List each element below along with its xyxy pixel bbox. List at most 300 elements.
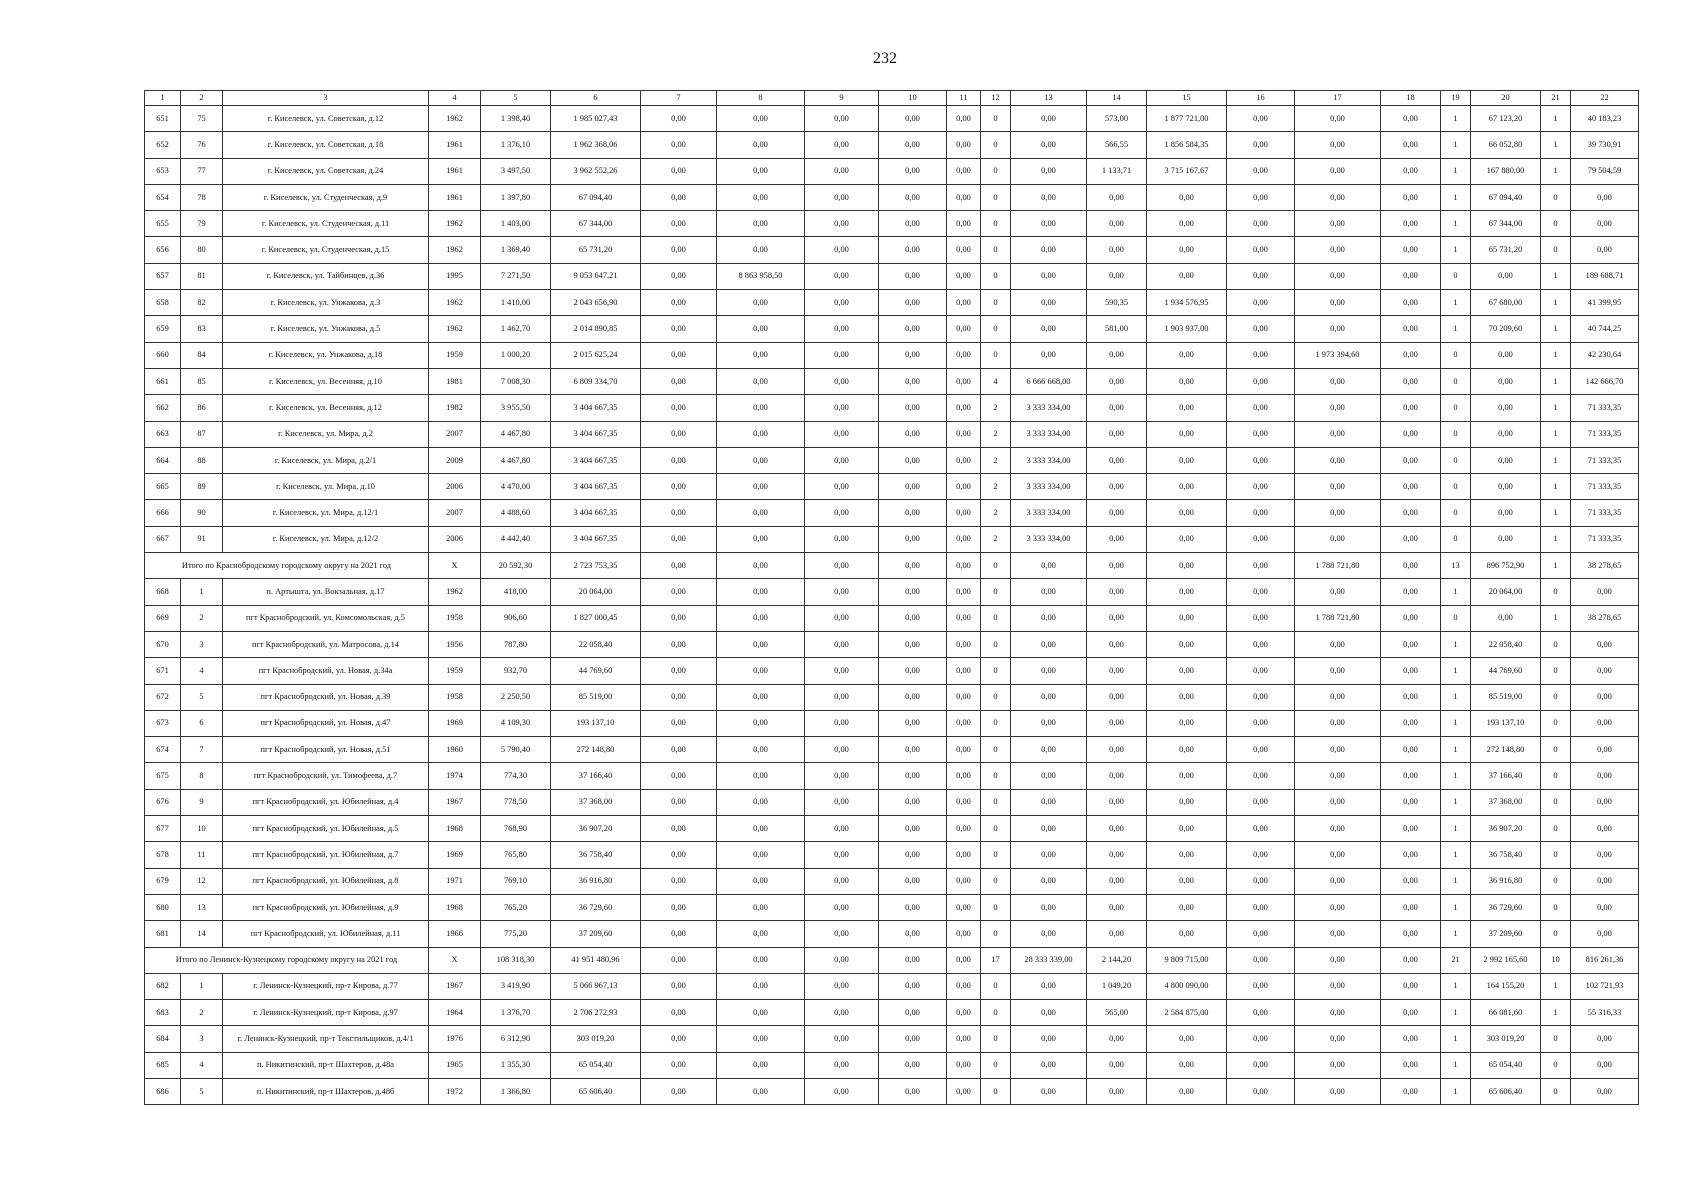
table-cell: 0,00 — [1147, 631, 1227, 657]
table-cell: 0 — [981, 737, 1011, 763]
table-cell: 0,00 — [717, 526, 805, 552]
table-cell: 40 183,23 — [1571, 106, 1639, 132]
table-cell: 0,00 — [1295, 447, 1381, 473]
address-cell: г. Киселевск, ул. Мира, д.12/2 — [223, 526, 429, 552]
table-cell: 0,00 — [1147, 237, 1227, 263]
table-cell: 683 — [145, 1000, 181, 1026]
table-row — [145, 631, 1639, 657]
table-cell: 0,00 — [717, 763, 805, 789]
table-cell: 0,00 — [1087, 447, 1147, 473]
column-header: 16 — [1227, 91, 1295, 106]
table-cell: 0,00 — [1295, 316, 1381, 342]
table-cell: 0,00 — [1295, 579, 1381, 605]
table-cell: 82 — [181, 290, 223, 316]
table-cell: 0,00 — [1087, 894, 1147, 920]
table-cell: 14 — [181, 921, 223, 947]
table-cell: 0,00 — [1381, 237, 1441, 263]
table-cell: 4 442,40 — [481, 526, 551, 552]
table-cell: 0,00 — [947, 894, 981, 920]
table-cell: 418,00 — [481, 579, 551, 605]
table-cell: 768,90 — [481, 816, 551, 842]
table-cell: 1 — [1441, 106, 1471, 132]
table-cell: 0,00 — [717, 1078, 805, 1104]
table-cell: 668 — [145, 579, 181, 605]
table-cell: 0,00 — [1295, 421, 1381, 447]
table-cell: 573,00 — [1087, 106, 1147, 132]
table-cell: 0,00 — [947, 290, 981, 316]
table-cell: 1 — [1441, 789, 1471, 815]
table-cell: 1 934 576,95 — [1147, 290, 1227, 316]
table-cell: 1 827 000,45 — [551, 605, 641, 631]
table-cell: 0,00 — [805, 316, 879, 342]
subtotal-label: Итого по Краснобродскому городскому округу на 2021 год — [145, 553, 429, 579]
table-row — [145, 973, 1639, 999]
table-cell: 0 — [981, 816, 1011, 842]
table-cell: 0,00 — [1147, 737, 1227, 763]
table-cell: 0,00 — [879, 342, 947, 368]
table-cell: 0 — [981, 106, 1011, 132]
table-cell: 71 333,35 — [1571, 526, 1639, 552]
table-cell: 37 209,60 — [1471, 921, 1541, 947]
table-cell: 0,00 — [1227, 553, 1295, 579]
table-cell: 0,00 — [1147, 658, 1227, 684]
table-cell: 0,00 — [1381, 106, 1441, 132]
table-cell: 0 — [1541, 1052, 1571, 1078]
address-cell: г. Киселевск, ул. Мира, д.2 — [223, 421, 429, 447]
table-cell: 0,00 — [1087, 605, 1147, 631]
table-cell: 0,00 — [1571, 816, 1639, 842]
table-cell: 0,00 — [805, 894, 879, 920]
table-cell: 0,00 — [947, 1052, 981, 1078]
table-cell: 0,00 — [1381, 395, 1441, 421]
table-cell: 0,00 — [947, 368, 981, 394]
table-cell: 0,00 — [1295, 684, 1381, 710]
table-cell: 0,00 — [879, 158, 947, 184]
table-cell: 0,00 — [1087, 631, 1147, 657]
table-cell: 37 368,00 — [1471, 789, 1541, 815]
table-cell: 0,00 — [1381, 1026, 1441, 1052]
table-cell: 1962 — [429, 290, 481, 316]
table-cell: 0,00 — [641, 631, 717, 657]
table-cell: 36 907,20 — [1471, 816, 1541, 842]
table-cell: 680 — [145, 894, 181, 920]
table-cell: 36 729,60 — [551, 894, 641, 920]
table-cell: 0,00 — [1227, 211, 1295, 237]
table-cell: 0,00 — [641, 316, 717, 342]
table-cell: 1 877 721,00 — [1147, 106, 1227, 132]
table-cell: 0,00 — [879, 710, 947, 736]
table-cell: 0,00 — [805, 184, 879, 210]
table-cell: 0,00 — [1295, 184, 1381, 210]
table-cell: 22 058,40 — [1471, 631, 1541, 657]
table-cell: 1 000,20 — [481, 342, 551, 368]
table-cell: 669 — [145, 605, 181, 631]
table-cell: 0,00 — [805, 631, 879, 657]
table-cell: 4 470,00 — [481, 474, 551, 500]
table-cell: 2006 — [429, 474, 481, 500]
table-cell: 0,00 — [1295, 290, 1381, 316]
table-cell: 0,00 — [1227, 316, 1295, 342]
table-cell: 0,00 — [1295, 710, 1381, 736]
column-header: 3 — [223, 91, 429, 106]
table-cell: 1 369,40 — [481, 237, 551, 263]
table-cell: 0,00 — [641, 1026, 717, 1052]
table-cell: 0 — [1541, 237, 1571, 263]
table-cell: 0,00 — [1295, 1000, 1381, 1026]
table-cell: 0,00 — [947, 842, 981, 868]
table-cell: 0,00 — [805, 395, 879, 421]
table-cell: 0,00 — [805, 579, 879, 605]
table-cell: 0,00 — [1147, 500, 1227, 526]
table-cell: 2007 — [429, 421, 481, 447]
table-cell: 658 — [145, 290, 181, 316]
table-cell: 36 729,60 — [1471, 894, 1541, 920]
address-cell: г. Ленинск-Кузнецкий, пр-т Кирова, д.77 — [223, 973, 429, 999]
address-cell: пгт Краснобродский, ул. Юбилейная, д.9 — [223, 894, 429, 920]
table-cell: 0,00 — [641, 526, 717, 552]
table-cell: 1 376,10 — [481, 132, 551, 158]
table-cell: 0 — [981, 1026, 1011, 1052]
table-cell: 0,00 — [1087, 579, 1147, 605]
table-cell: 9 053 647,21 — [551, 263, 641, 289]
table-cell: 0,00 — [1381, 605, 1441, 631]
table-cell: 0,00 — [641, 474, 717, 500]
table-cell: 36 758,40 — [551, 842, 641, 868]
table-cell: 787,80 — [481, 631, 551, 657]
table-cell: 9 809 715,00 — [1147, 947, 1227, 973]
table-cell: 1 — [1541, 368, 1571, 394]
table-cell: 0,00 — [1295, 395, 1381, 421]
table-cell: 0,00 — [1295, 526, 1381, 552]
table-cell: 0,00 — [1295, 921, 1381, 947]
table-cell: 0,00 — [1471, 474, 1541, 500]
table-cell: 1 398,40 — [481, 106, 551, 132]
table-cell: 0 — [981, 1078, 1011, 1104]
table-cell: 0,00 — [641, 921, 717, 947]
table-row — [145, 579, 1639, 605]
table-cell: 0,00 — [1011, 1026, 1087, 1052]
table-cell: 0,00 — [947, 526, 981, 552]
table-cell: 0,00 — [805, 526, 879, 552]
table-cell: 1 397,80 — [481, 184, 551, 210]
table-cell: 20 064,00 — [551, 579, 641, 605]
table-cell: 0,00 — [879, 237, 947, 263]
table-cell: 0,00 — [1471, 447, 1541, 473]
table-cell: 0,00 — [947, 316, 981, 342]
table-cell: 1 856 584,35 — [1147, 132, 1227, 158]
table-cell: 896 752,90 — [1471, 553, 1541, 579]
column-header: 5 — [481, 91, 551, 106]
table-cell: 0,00 — [641, 342, 717, 368]
table-cell: 77 — [181, 158, 223, 184]
table-cell: 71 333,35 — [1571, 474, 1639, 500]
table-cell: 0,00 — [805, 658, 879, 684]
table-cell: 0,00 — [805, 158, 879, 184]
table-cell: 684 — [145, 1026, 181, 1052]
table-cell: 0,00 — [1011, 342, 1087, 368]
table-cell: 0,00 — [1295, 368, 1381, 394]
table-cell: 0,00 — [805, 263, 879, 289]
table-cell: 2 — [981, 500, 1011, 526]
table-cell: 0,00 — [1147, 684, 1227, 710]
table-cell: 0,00 — [641, 1000, 717, 1026]
table-cell: 1961 — [429, 158, 481, 184]
table-cell: 0,00 — [1087, 263, 1147, 289]
table-cell: 1 — [1541, 500, 1571, 526]
table-cell: 13 — [181, 894, 223, 920]
table-cell: 0,00 — [641, 368, 717, 394]
table-cell: 272 148,80 — [1471, 737, 1541, 763]
table-cell: 1 — [1541, 447, 1571, 473]
table-cell: 1960 — [429, 737, 481, 763]
table-cell: 0,00 — [717, 395, 805, 421]
table-cell: 66 081,60 — [1471, 1000, 1541, 1026]
table-cell: 1982 — [429, 395, 481, 421]
address-cell: п. Никитинский, пр-т Шахтеров, д.48б — [223, 1078, 429, 1104]
table-cell: 0 — [981, 553, 1011, 579]
table-cell: 0,00 — [1571, 894, 1639, 920]
table-cell: 0,00 — [947, 973, 981, 999]
table-cell: 75 — [181, 106, 223, 132]
table-cell: 84 — [181, 342, 223, 368]
table-cell: 0,00 — [947, 106, 981, 132]
address-cell: пгт Краснобродский, ул. Новая, д.34а — [223, 658, 429, 684]
table-cell: 0,00 — [1381, 184, 1441, 210]
table-cell: 0,00 — [1227, 158, 1295, 184]
table-cell: 0,00 — [879, 921, 947, 947]
table-cell: 86 — [181, 395, 223, 421]
table-cell: 0,00 — [1087, 658, 1147, 684]
table-cell: 90 — [181, 500, 223, 526]
table-cell: 0,00 — [947, 342, 981, 368]
table-cell: 0,00 — [1147, 553, 1227, 579]
table-cell: 1981 — [429, 368, 481, 394]
column-header: 22 — [1571, 91, 1639, 106]
table-cell: 685 — [145, 1052, 181, 1078]
table-row — [145, 1078, 1639, 1104]
table-cell: 0,00 — [1295, 106, 1381, 132]
table-cell: 0,00 — [805, 211, 879, 237]
table-cell: 0,00 — [1011, 894, 1087, 920]
table-cell: 1962 — [429, 106, 481, 132]
table-cell: 67 094,40 — [1471, 184, 1541, 210]
table-cell: 0,00 — [805, 1078, 879, 1104]
table-cell: 3 333 334,00 — [1011, 421, 1087, 447]
table-cell: 65 731,20 — [551, 237, 641, 263]
table-cell: 0,00 — [1571, 789, 1639, 815]
table-cell: 17 — [981, 947, 1011, 973]
table-cell: 0,00 — [879, 106, 947, 132]
table-cell: 41 399,95 — [1571, 290, 1639, 316]
table-cell: 2 — [981, 447, 1011, 473]
table-cell: 0,00 — [1571, 211, 1639, 237]
table-cell: 1 355,30 — [481, 1052, 551, 1078]
table-cell: 0,00 — [717, 184, 805, 210]
table-cell: 0,00 — [1227, 474, 1295, 500]
table-cell: 0,00 — [879, 447, 947, 473]
table-cell: 0,00 — [717, 106, 805, 132]
table-cell: 0,00 — [1087, 842, 1147, 868]
table-cell: 666 — [145, 500, 181, 526]
table-cell: 0,00 — [1087, 868, 1147, 894]
table-cell: 0,00 — [805, 605, 879, 631]
table-cell: 0,00 — [641, 894, 717, 920]
table-cell: 3 497,50 — [481, 158, 551, 184]
table-cell: 0 — [1541, 211, 1571, 237]
table-cell: 0 — [1541, 894, 1571, 920]
table-cell: 664 — [145, 447, 181, 473]
column-header: 1 — [145, 91, 181, 106]
table-cell: 0 — [981, 290, 1011, 316]
column-header: 4 — [429, 91, 481, 106]
table-cell: 12 — [181, 868, 223, 894]
table-cell: 0,00 — [717, 921, 805, 947]
table-cell: 1 — [1441, 1078, 1471, 1104]
address-cell: г. Ленинск-Кузнецкий, пр-т Кирова, д.97 — [223, 1000, 429, 1026]
table-cell: 678 — [145, 842, 181, 868]
address-cell: г. Киселевск, ул. Тайбинцев, д.36 — [223, 263, 429, 289]
table-cell: 0,00 — [947, 868, 981, 894]
table-cell: 67 344,00 — [551, 211, 641, 237]
table-cell: 0,00 — [947, 553, 981, 579]
column-header: 9 — [805, 91, 879, 106]
table-cell: 1 — [1441, 1026, 1471, 1052]
table-cell: 0,00 — [1147, 184, 1227, 210]
table-cell: 3 962 552,26 — [551, 158, 641, 184]
table-cell: 91 — [181, 526, 223, 552]
table-cell: 0,00 — [805, 868, 879, 894]
table-cell: 0 — [981, 158, 1011, 184]
table-cell: 1 — [1541, 263, 1571, 289]
table-row — [145, 395, 1639, 421]
table-cell: 0,00 — [879, 973, 947, 999]
table-cell: 0,00 — [1571, 763, 1639, 789]
table-cell: 71 333,35 — [1571, 421, 1639, 447]
table-cell: 37 166,40 — [551, 763, 641, 789]
table-cell: 0,00 — [879, 421, 947, 447]
table-cell: 0,00 — [641, 184, 717, 210]
table-cell: 0,00 — [1147, 211, 1227, 237]
table-cell: 0,00 — [1227, 1052, 1295, 1078]
table-cell: 8 863 958,50 — [717, 263, 805, 289]
table-cell: 0,00 — [1087, 342, 1147, 368]
table-cell: 0,00 — [805, 290, 879, 316]
table-cell: 0,00 — [1087, 211, 1147, 237]
column-header: 2 — [181, 91, 223, 106]
table-cell: 0,00 — [1381, 316, 1441, 342]
table-cell: 0 — [1441, 342, 1471, 368]
table-cell: 0,00 — [717, 973, 805, 999]
table-cell: 0,00 — [641, 211, 717, 237]
address-cell: п. Никитинский, пр-т Шахтеров, д.48а — [223, 1052, 429, 1078]
table-cell: 0,00 — [805, 1000, 879, 1026]
table-cell: 0,00 — [1147, 421, 1227, 447]
column-header: 11 — [947, 91, 981, 106]
table-cell: 0,00 — [641, 1078, 717, 1104]
table-cell: 0,00 — [717, 342, 805, 368]
table-cell: 0 — [1441, 263, 1471, 289]
table-cell: 0,00 — [1011, 684, 1087, 710]
table-cell: 1964 — [429, 1000, 481, 1026]
table-cell: 0,00 — [1011, 921, 1087, 947]
table-cell: 0 — [981, 211, 1011, 237]
table-cell: X — [429, 947, 481, 973]
column-header: 12 — [981, 91, 1011, 106]
table-cell: 2 — [981, 421, 1011, 447]
table-cell: 0,00 — [717, 1052, 805, 1078]
table-cell: 0 — [981, 316, 1011, 342]
table-cell: 0,00 — [1295, 631, 1381, 657]
table-cell: 1 376,70 — [481, 1000, 551, 1026]
table-cell: 774,30 — [481, 763, 551, 789]
table-cell: 0,00 — [1571, 579, 1639, 605]
table-cell: 1 — [1541, 421, 1571, 447]
table-cell: 1 — [1541, 1000, 1571, 1026]
table-cell: 1 — [1441, 921, 1471, 947]
table-cell: 0,00 — [1381, 816, 1441, 842]
table-cell: 1 — [1541, 106, 1571, 132]
table-row — [145, 263, 1639, 289]
table-cell: 0,00 — [641, 579, 717, 605]
subtotal-label: Итого по Ленинск-Кузнецкому городскому округу на 2021 год — [145, 947, 429, 973]
table-cell: 0,00 — [1571, 1026, 1639, 1052]
table-row — [145, 816, 1639, 842]
table-cell: 0 — [1541, 763, 1571, 789]
table-cell: 0 — [1441, 474, 1471, 500]
table-cell: 1974 — [429, 763, 481, 789]
table-cell: 3 404 667,35 — [551, 447, 641, 473]
table-cell: 1 962 368,06 — [551, 132, 641, 158]
table-cell: 0 — [1441, 395, 1471, 421]
table-cell: 0,00 — [1147, 921, 1227, 947]
address-cell: пгт Краснобродский, ул. Новая, д.47 — [223, 710, 429, 736]
table-cell: 0 — [981, 237, 1011, 263]
address-cell: г. Киселевск, ул. Унжакова, д.18 — [223, 342, 429, 368]
table-cell: 0,00 — [1087, 737, 1147, 763]
table-cell: 65 054,40 — [551, 1052, 641, 1078]
table-cell: 656 — [145, 237, 181, 263]
table-cell: 1 — [1441, 868, 1471, 894]
table-row — [145, 1026, 1639, 1052]
address-cell: г. Киселевск, ул. Унжакова, д.5 — [223, 316, 429, 342]
table-cell: 78 — [181, 184, 223, 210]
table-cell: 0,00 — [879, 1052, 947, 1078]
table-cell: 659 — [145, 316, 181, 342]
table-cell: 0,00 — [717, 579, 805, 605]
table-cell: 0,00 — [717, 816, 805, 842]
table-cell: 0,00 — [947, 947, 981, 973]
table-cell: 3 955,50 — [481, 395, 551, 421]
table-cell: 0,00 — [1381, 579, 1441, 605]
address-cell: пгт Краснобродский, ул. Юбилейная, д.8 — [223, 868, 429, 894]
table-cell: 0,00 — [641, 158, 717, 184]
table-cell: 0,00 — [1381, 868, 1441, 894]
table-cell: 0,00 — [641, 553, 717, 579]
table-cell: 0,00 — [641, 263, 717, 289]
table-cell: 3 404 667,35 — [551, 421, 641, 447]
table-cell: 0,00 — [947, 631, 981, 657]
table-cell: 67 344,00 — [1471, 211, 1541, 237]
table-cell: 671 — [145, 658, 181, 684]
table-cell: 0 — [1541, 816, 1571, 842]
table-row — [145, 921, 1639, 947]
table-cell: 0,00 — [717, 290, 805, 316]
table-cell: 3 — [181, 1026, 223, 1052]
table-cell: 189 688,71 — [1571, 263, 1639, 289]
address-cell: г. Ленинск-Кузнецкий, пр-т Текстильщиков, д.4/1 — [223, 1026, 429, 1052]
table-cell: 65 606,40 — [1471, 1078, 1541, 1104]
table-cell: 0,00 — [1227, 579, 1295, 605]
